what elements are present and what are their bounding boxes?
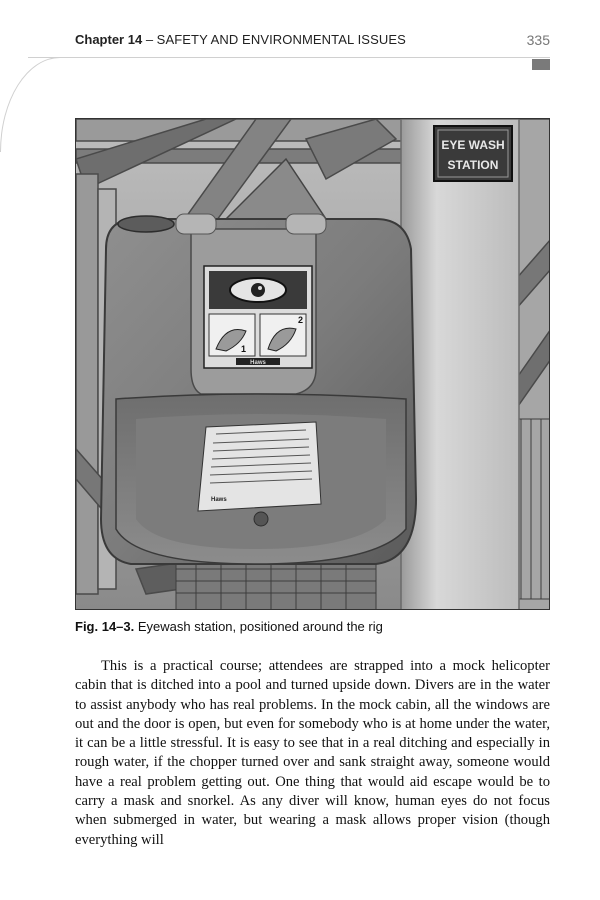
eyewash-photo bbox=[76, 119, 550, 610]
eye-wash-sign bbox=[434, 126, 512, 181]
page-header bbox=[75, 32, 550, 52]
corner-decoration bbox=[0, 57, 60, 152]
body-paragraph: This is a practical course; attendees are strapped into a mock helicopter cabin that is ditched into a pool and turned upside down. Divers are in the water to assist anybody who has real problems. In the mock cabin, all the windows are out and the door is open, but even for somebody who is at home under the water, it can be a little stressful. It is easy to see that in a real ditching and especially in rough water, if the chopper turned over and sank straight away, someone would have a real problem getting out. One thing that would aid escape would be to carry a mask and snorkel. As any diver will know, human eyes do not focus when submerged in water, but wearing a mask allows proper vision (though everything will bbox=[75, 658, 550, 848]
figure-photo bbox=[75, 118, 550, 610]
step-number-1: 1 bbox=[241, 344, 247, 354]
instruction-label bbox=[204, 266, 312, 368]
caption-text: Eyewash station, positioned around the rig bbox=[134, 619, 383, 634]
header-rule bbox=[28, 57, 550, 58]
chapter-separator: – bbox=[142, 32, 157, 47]
chapter-number: Chapter 14 bbox=[75, 32, 143, 47]
sign-line1: EYE WASH bbox=[441, 138, 505, 152]
operating-instructions-plate bbox=[198, 422, 321, 511]
label-brand: Haws bbox=[250, 360, 266, 366]
step-number-2: 2 bbox=[298, 315, 304, 325]
caption-label: Fig. 14–3. bbox=[75, 619, 135, 634]
sign-line2: STATION bbox=[447, 158, 499, 172]
plate-brand: Haws bbox=[211, 497, 227, 503]
page-tab-marker bbox=[532, 59, 550, 70]
figure-caption bbox=[75, 619, 555, 634]
chapter-title: SAFETY AND ENVIRONMENTAL ISSUES bbox=[156, 32, 406, 47]
pillar bbox=[401, 119, 519, 610]
page-number: 335 bbox=[526, 32, 550, 48]
